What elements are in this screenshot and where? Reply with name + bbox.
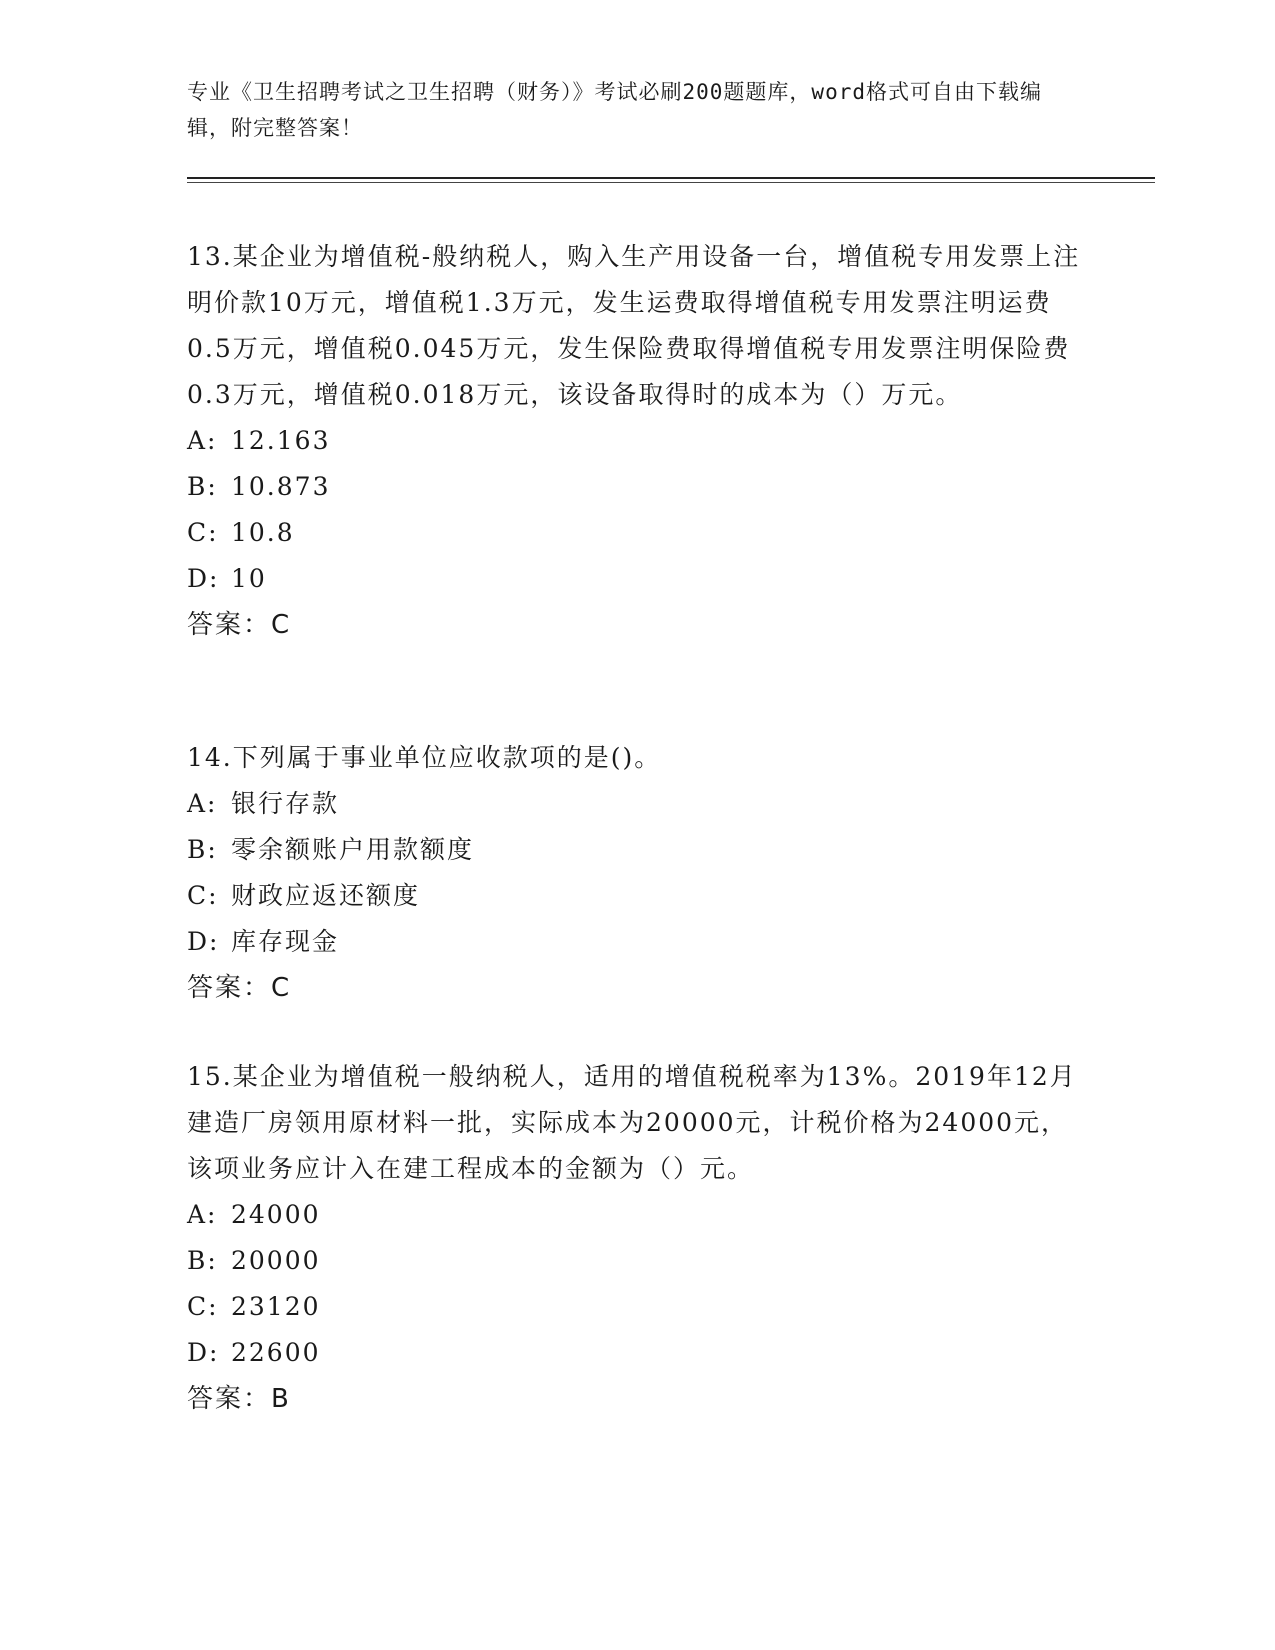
option-c [187,510,1087,556]
option-text: 10 [231,564,267,593]
option-text: 10.873 [231,472,331,501]
option-letter: C: [187,881,219,910]
question-stem: 13.某企业为增值税-般纳税人，购入生产用设备一台，增值税专用发票上注明价款10万元，增值税1.3万元，发生运费取得增值税专用发票注明运费0.5万元，增值税0.045万元，发生保险费取得增值税专用发票注明保险费0.3万元，增值税0.018万元，该设备取得时的成本为（）万元。 [187,242,1081,409]
option-d [187,556,1087,602]
option-c [187,873,1087,919]
option-text: 12.163 [231,426,331,455]
option-letter: B: [187,472,218,501]
answer: 答案：C [187,610,292,640]
option-d [187,1330,1087,1376]
option-a [187,781,1087,827]
answer: 答案：B [187,1384,291,1414]
option-letter: A: [187,1200,218,1229]
option-letter: A: [187,789,218,818]
option-letter: D: [187,927,220,956]
option-c [187,1284,1087,1330]
question-15 [187,1054,1087,1422]
option-text: 24000 [231,1200,321,1229]
question-13 [187,234,1087,648]
question-stem: 14.下列属于事业单位应收款项的是()。 [187,743,662,772]
option-text: 20000 [231,1246,321,1275]
document-header: 专业《卫生招聘考试之卫生招聘（财务）》考试必刷200题题库，word格式可自由下载编辑，附完整答案！ [187,80,1042,140]
option-letter: B: [187,1246,218,1275]
option-b [187,1238,1087,1284]
option-b [187,827,1087,873]
option-letter: C: [187,1292,219,1321]
option-a [187,418,1087,464]
header-divider-thin [187,182,1155,183]
header-divider-thick [187,177,1155,179]
option-text: 零余额账户用款额度 [231,835,475,864]
option-text: 库存现金 [231,927,340,956]
option-text: 银行存款 [231,789,340,818]
option-text: 10.8 [231,518,295,547]
option-letter: A: [187,426,218,455]
option-letter: C: [187,518,219,547]
option-text: 财政应返还额度 [231,881,421,910]
option-letter: D: [187,1338,220,1367]
option-d [187,919,1087,965]
answer: 答案：C [187,973,292,1003]
question-14 [187,735,1087,1011]
option-letter: B: [187,835,218,864]
question-stem: 15.某企业为增值税一般纳税人，适用的增值税税率为13%。2019年12月建造厂房领用原材料一批，实际成本为20000元，计税价格为24000元，该项业务应计入在建工程成本的金额为（）元。 [187,1062,1077,1183]
option-a [187,1192,1087,1238]
option-b [187,464,1087,510]
option-text: 22600 [231,1338,321,1367]
option-letter: D: [187,564,220,593]
option-text: 23120 [231,1292,321,1321]
